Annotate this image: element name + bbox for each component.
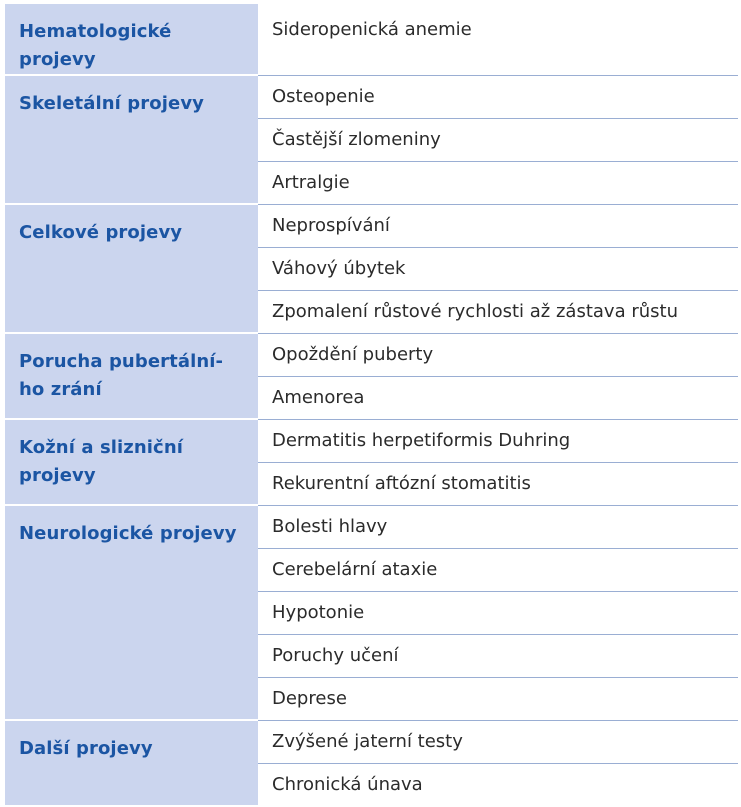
table-row	[5, 75, 738, 118]
manifestation-item: Chronická únava	[258, 763, 738, 806]
manifestation-item: Zpomalení růstové rychlosti až zástava růstu	[258, 290, 738, 333]
manifestation-item: Váhový úbytek	[258, 247, 738, 290]
category-other: Další projevy	[5, 720, 258, 806]
manifestations-table-body	[5, 4, 738, 806]
table-row	[5, 720, 738, 763]
manifestation-item: Neprospívání	[258, 204, 738, 247]
category-general: Celkové projevy	[5, 204, 258, 333]
manifestation-item: Deprese	[258, 677, 738, 720]
manifestation-item: Osteopenie	[258, 75, 738, 118]
manifestation-item: Bolesti hlavy	[258, 505, 738, 548]
manifestation-item: Amenorea	[258, 376, 738, 419]
manifestation-item: Opoždění puberty	[258, 333, 738, 376]
manifestations-table	[5, 4, 738, 807]
table-row	[5, 505, 738, 548]
manifestation-item: Artralgie	[258, 161, 738, 204]
category-skeletal: Skeletální projevy	[5, 75, 258, 204]
manifestation-item: Sideropenická anemie	[272, 19, 472, 40]
manifestation-item: Hypotonie	[258, 591, 738, 634]
manifestation-item: Zvýšené jaterní testy	[258, 720, 738, 763]
manifestation-item: Rekurentní aftózní stomatitis	[258, 462, 738, 505]
table-row	[5, 333, 738, 376]
category-neurologic: Neurologické projevy	[5, 505, 258, 720]
table-row	[5, 204, 738, 247]
category-hematologic: Hematologické projevy	[5, 4, 258, 75]
manifestation-item: Cerebelární ataxie	[258, 548, 738, 591]
category-skin-mucosa: Kožní a slizniční projevy	[5, 419, 258, 505]
table-row	[5, 4, 738, 75]
manifestation-item: Poruchy učení	[258, 634, 738, 677]
manifestation-item: Častější zlomeniny	[258, 118, 738, 161]
table-row	[5, 419, 738, 462]
category-puberty: Porucha pubertální-ho zrání	[5, 333, 258, 419]
manifestation-item: Dermatitis herpetiformis Duhring	[258, 419, 738, 462]
